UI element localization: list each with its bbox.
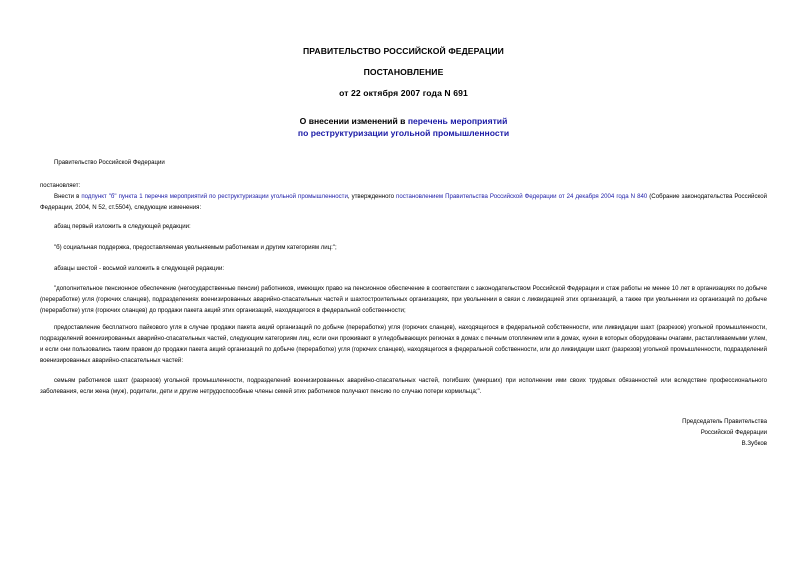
item-2: абзацы шестой - восьмой изложить в следующей редакции:	[54, 265, 225, 272]
intro-text: Правительство Российской Федерации	[54, 159, 165, 166]
header-government: ПРАВИТЕЛЬСТВО РОССИЙСКОЙ ФЕДЕРАЦИИ	[303, 46, 504, 56]
quote-2: "дополнительное пенсионное обеспечение (негосударственные пенсии) работников, имеющих право на пенсионное обеспечение в соответствии с законодательством Российской Федерации и стаж работы не менее 10 лет в организациях по добыче (переработке) угля (горючих сланцев), подразделениях военизированных аварийно-спасательных частей и шахтостроительных организациях, при увольнении в связи с ликвидацией этих организаций, а также при увольнении из организаций по добыче (переработке) угля (горючих сланцев) до продажи пакета акций этих организаций, находящегося в федеральной собственности;	[40, 285, 767, 314]
title-text: О внесении изменений в	[299, 116, 408, 126]
title-line2-link[interactable]: по реструктуризации угольной промышленности	[297, 128, 510, 138]
signature-org: Российской Федерации	[700, 429, 767, 436]
header-date-number: от 22 октября 2007 года N 691	[339, 88, 468, 98]
item-1: абзац первый изложить в следующей редакции:	[54, 223, 191, 230]
para1-text-a: Внести в	[54, 193, 82, 200]
para1-text-c: (Собрание законодательства Российской Федерации, 2004, N 52, ст.5504), следующие изменения:	[40, 193, 768, 211]
para1-text-b: , утвержденного	[347, 193, 397, 200]
decides-text: постановляет:	[40, 182, 81, 189]
header-doc-type: ПОСТАНОВЛЕНИЕ	[363, 67, 444, 77]
para1-link-subpoint[interactable]: подпункт "б" пункта 1 перечня мероприятий по реструктуризации угольной промышленности	[81, 193, 348, 200]
quote-3: предоставление бесплатного пайкового угля в случае продажи пакета акций организаций по добыче (переработке) угля (горючих сланцев), находящегося в федеральной собственности, или ликвидации шахт (разрезов) угольной промышленности, подразделений военизированных аварийно-спасательных частей, следующим категориям лиц, если они проживают в угледобывающих регионах в домах с печным отоплением или в домах, кухни в которых оборудованы очагами, растапливаемыми углем, и если они пользовались таким правом до продажи пакета акций организаций по добыче (переработке) угля (горючих сланцев), находящегося в федеральной собственности, или до ликвидации шахт (разрезов) угольной промышленности, подразделений военизированных аварийно-спасательных частей:	[40, 324, 767, 364]
signature-name: В.Зубков	[741, 440, 767, 447]
para1-link-resolution[interactable]: постановлением Правительства Российской Федерации от 24 декабря 2004 года N 840	[396, 193, 648, 200]
quote-4: семьям работников шахт (разрезов) угольной промышленности, подразделений военизированных аварийно-спасательных частей, погибших (умерших) при исполнении ими своих трудовых обязанностей или вследствие профессионального заболевания, если жена (муж), родители, дети и другие нетрудоспособные члены семей этих работников получают пенсию по случаю потери кормильца;".	[40, 377, 767, 395]
document-title	[0, 115, 807, 127]
paragraph-1	[40, 191, 767, 213]
quote-1: "б) социальная поддержка, предоставляемая увольняемым работникам и другим категориям лиц:";	[54, 244, 337, 251]
title-link[interactable]: перечень мероприятий	[407, 116, 508, 126]
signature-title: Председатель Правительства	[682, 418, 767, 425]
